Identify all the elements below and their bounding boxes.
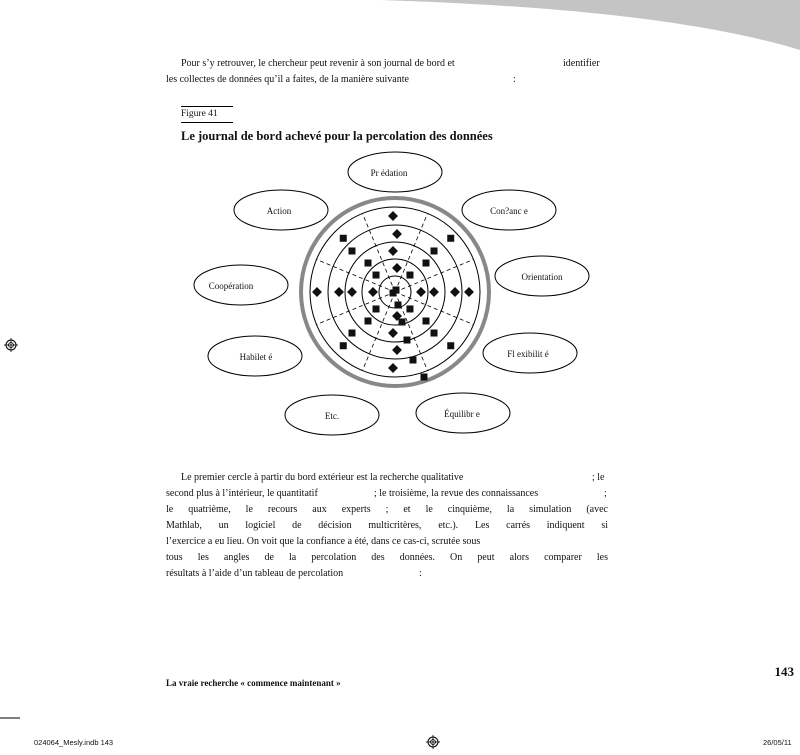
ellipse-label: Équilibr e — [444, 409, 480, 419]
percolation-square — [348, 247, 355, 254]
body-line-3: le quatrième, le recours aux experts ; et le cinquième, la simulation (avec — [166, 504, 608, 515]
percolation-square — [447, 342, 454, 349]
body-line-2a: second plus à l’intérieur, le quantitatif — [166, 488, 318, 499]
ellipse-label: Coopération — [208, 281, 254, 291]
percolation-square — [422, 317, 429, 324]
percolation-square — [340, 235, 347, 242]
percolation-square — [431, 330, 438, 337]
ellipse-label: Pr édation — [370, 168, 408, 178]
percolation-square — [447, 235, 454, 242]
percolation-square — [410, 357, 417, 364]
percolation-square — [406, 272, 413, 279]
ellipse-label: Orientation — [521, 272, 563, 282]
percolation-square — [373, 272, 380, 279]
body-line-5: l’exercice a eu lieu. On voit que la confiance a été, dans ce cas-ci, scrutée sous — [166, 536, 481, 547]
ellipse-label: Etc. — [324, 411, 340, 421]
file-name: 024064_Mesly.indb 143 — [34, 738, 114, 747]
percolation-square — [406, 305, 413, 312]
ellipse-label: Action — [266, 206, 292, 216]
print-date: 26/05/11 — [763, 738, 792, 747]
percolation-square — [422, 260, 429, 267]
body-line-4: Mathlab, un logiciel de décision multicritères, etc.). Les carrés indiquent si — [166, 520, 608, 531]
body-line-1b: ; le — [592, 472, 605, 483]
body-line-6: tous les angles de la percolation des données. On peut alors comparer les — [166, 552, 608, 563]
percolation-square — [340, 342, 347, 349]
body-line-7a: résultats à l’aide d’un tableau de percolation — [166, 568, 344, 579]
intro-line-1a: Pour s’y retrouver, le chercheur peut revenir à son journal de bord et — [181, 58, 455, 69]
ellipse-label: Habilet é — [239, 352, 273, 362]
figure-label: Figure 41 — [181, 106, 233, 123]
ellipse-label: Fl exibilit é — [507, 349, 549, 359]
figure-title: Le journal de bord achevé pour la percolation des données — [181, 129, 493, 143]
percolation-square — [421, 374, 428, 381]
percolation-square — [404, 337, 411, 344]
body-line-2b: ; le troisième, la revue des connaissances — [374, 488, 539, 499]
percolation-square — [365, 317, 372, 324]
page-number: 143 — [774, 664, 794, 679]
intro-line-2a: les collectes de données qu’il a faites, de la manière suivante — [166, 74, 409, 85]
intro-line-2b: : — [513, 74, 516, 85]
percolation-square — [365, 260, 372, 267]
intro-line-1b: identifier — [563, 58, 600, 69]
percolation-square — [431, 247, 438, 254]
percolation-square — [348, 330, 355, 337]
percolation-square — [395, 302, 402, 309]
percolation-square — [373, 305, 380, 312]
running-footer-tagline: La vraie recherche « commence maintenant » — [166, 678, 341, 688]
percolation-square — [399, 319, 406, 326]
body-line-1a: Le premier cercle à partir du bord extérieur est la recherche qualitative — [181, 472, 464, 483]
body-line-2c: ; — [604, 488, 607, 499]
percolation-square — [390, 290, 397, 297]
ellipse-label: Con?anc e — [490, 206, 528, 216]
body-line-7b: : — [419, 568, 422, 579]
